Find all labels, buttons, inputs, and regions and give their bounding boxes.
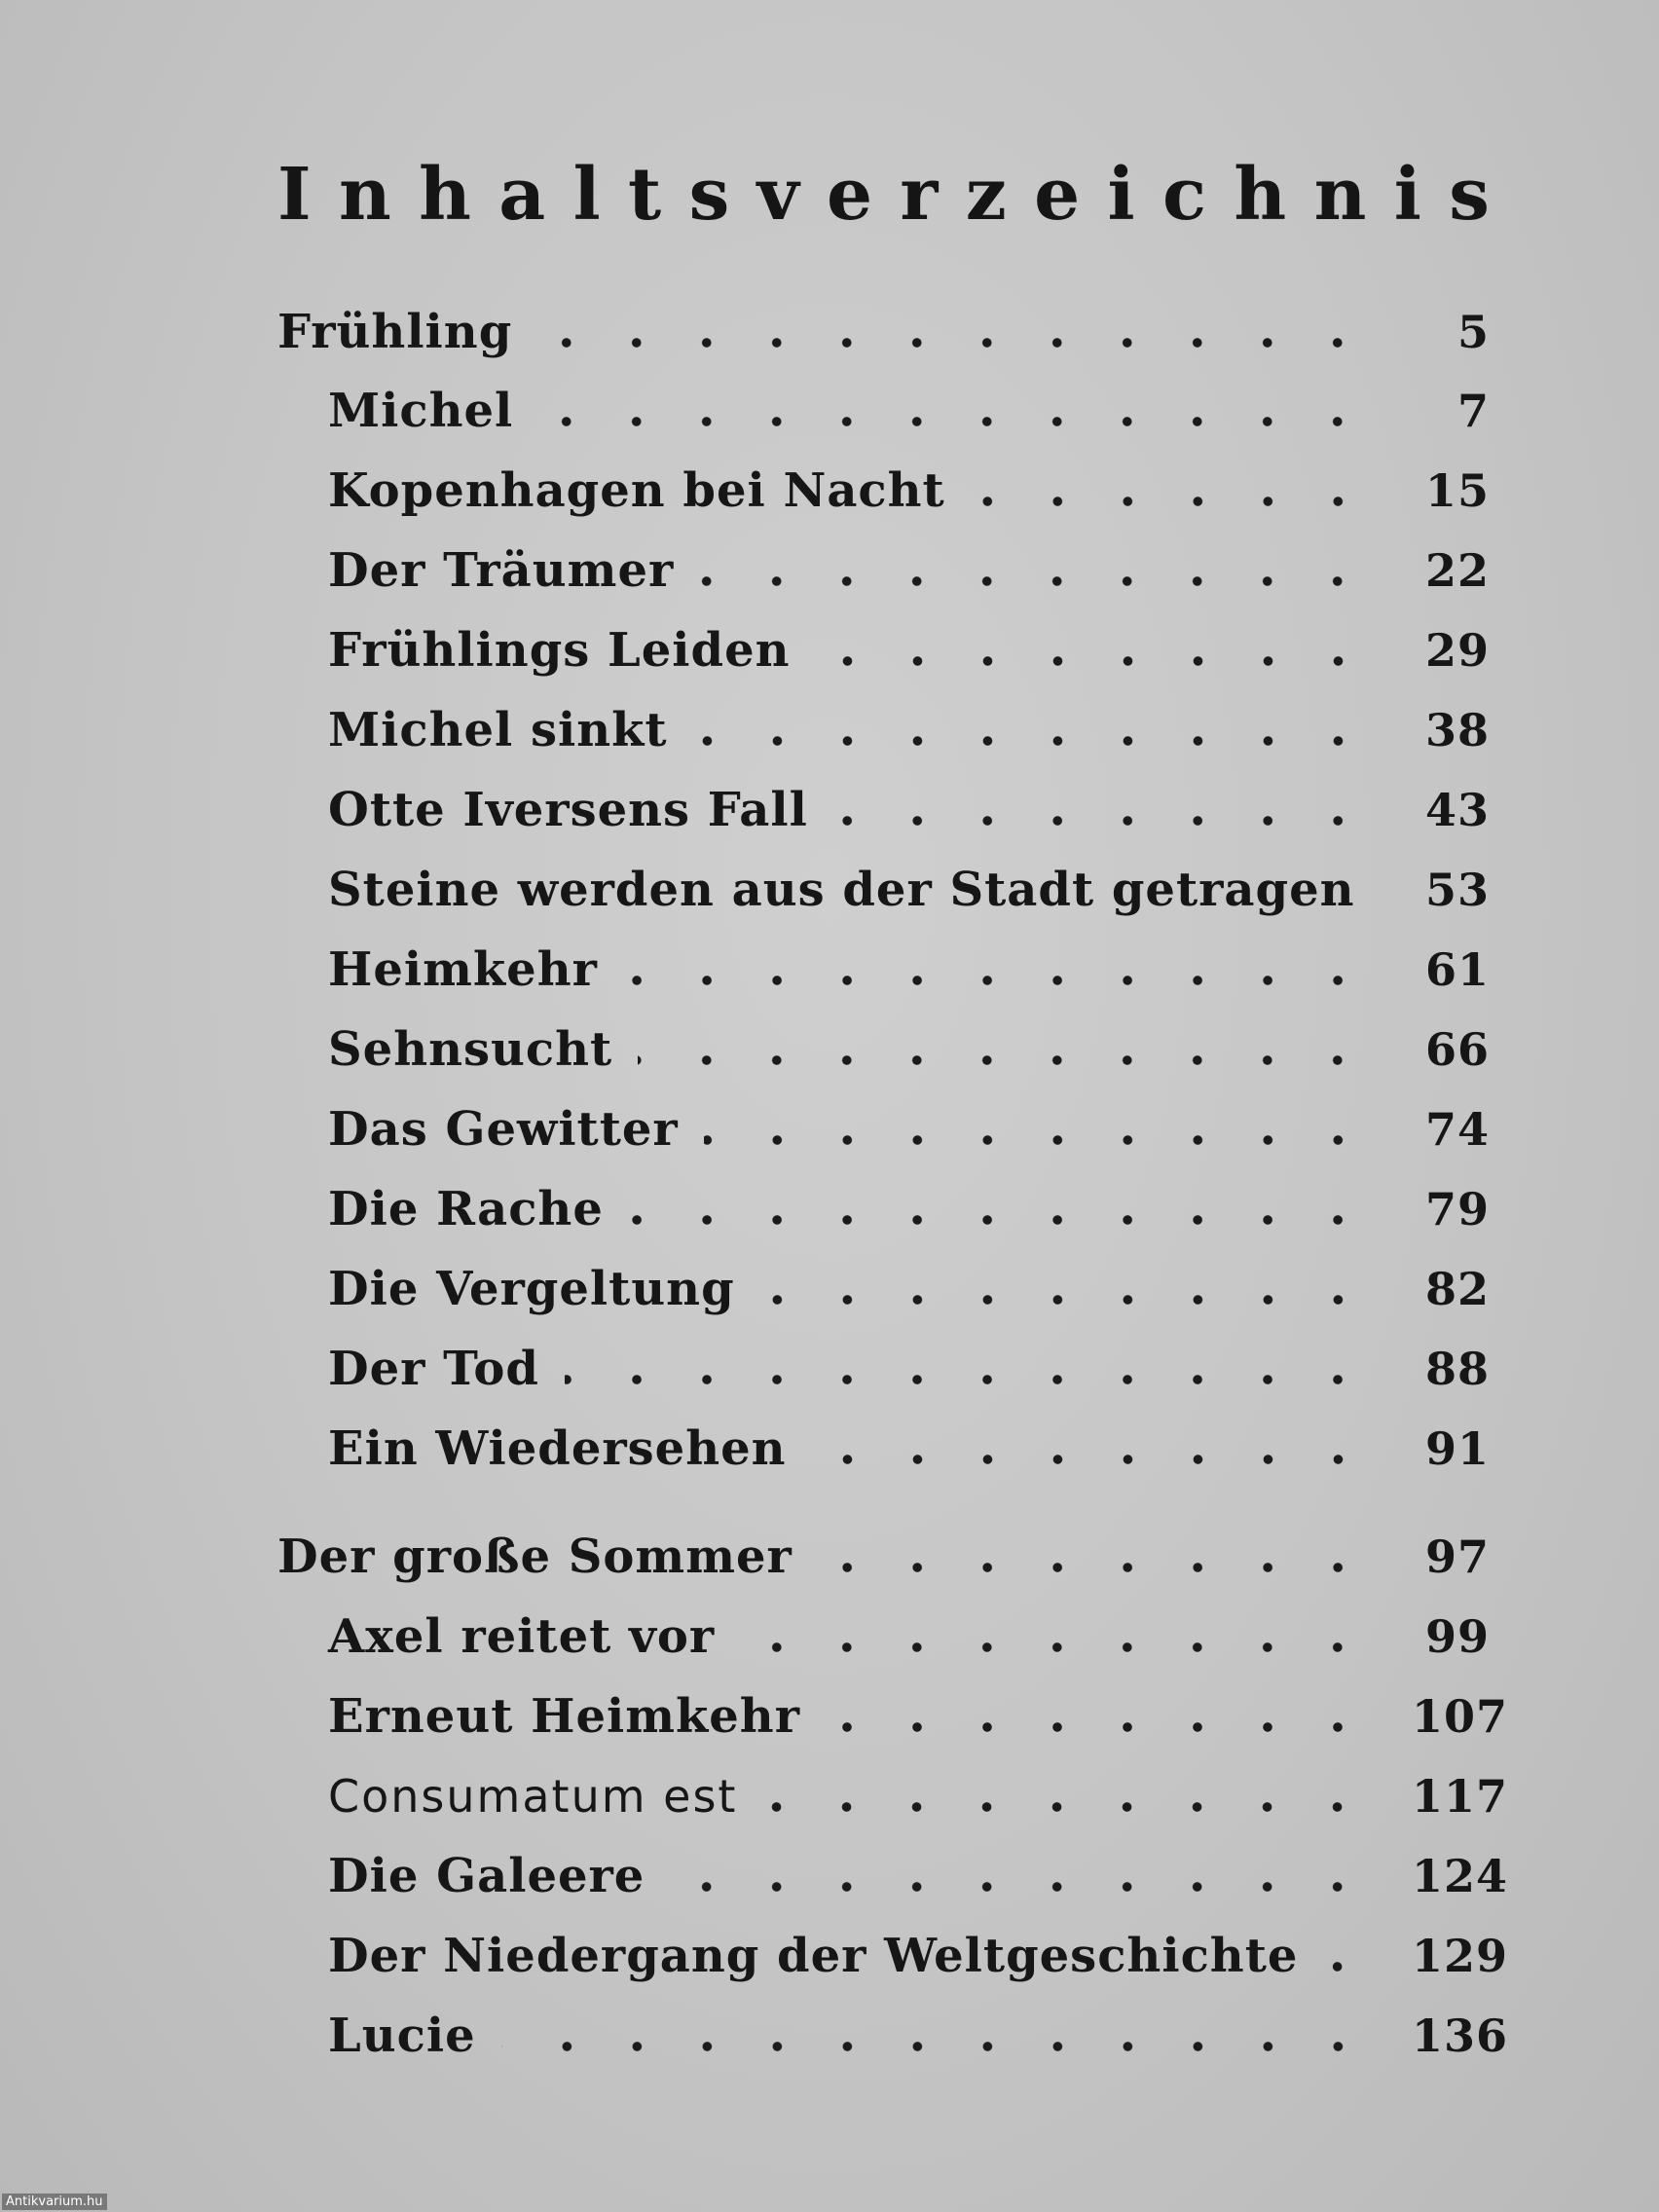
toc-entry: [277, 1916, 1509, 1996]
toc-entry-title: Consumatum est: [328, 1770, 738, 1823]
toc-entry-section: [277, 1517, 1490, 1597]
dot-leader: [812, 1455, 1373, 1464]
toc-entry-page: 15: [1424, 464, 1490, 517]
toc-entry: [277, 1089, 1490, 1169]
toc-entry-title: Axel reitet vor: [328, 1609, 716, 1664]
toc-entry-title: Die Galeere: [328, 1849, 645, 1903]
toc-entry-page: 74: [1424, 1103, 1490, 1156]
dot-leader: [537, 338, 1373, 348]
dot-leader: [833, 816, 1373, 826]
toc-entry-title: Michel: [328, 384, 514, 438]
toc-entry-title: Otte Iversens Fall: [328, 783, 808, 837]
dot-leader: [670, 1882, 1373, 1892]
toc-entry-title: Michel sinkt: [328, 703, 668, 757]
dot-leader: [501, 2042, 1373, 2051]
toc-entry-page: 22: [1424, 544, 1490, 597]
toc-entry-title: Sehnsucht: [328, 1022, 613, 1077]
toc-entry-page: 88: [1424, 1343, 1490, 1395]
title-letter: h: [419, 153, 471, 237]
dot-leader: [826, 1722, 1373, 1732]
title-letter: s: [1449, 153, 1490, 237]
toc-entry: [277, 1836, 1509, 1916]
toc-entry-title: Kopenhagen bei Nacht: [328, 463, 945, 518]
toc-entry-page: 5: [1456, 306, 1490, 358]
toc-entry: [277, 610, 1490, 690]
title-letter: s: [688, 153, 730, 237]
toc-entry: [277, 850, 1490, 930]
dot-leader: [623, 976, 1373, 985]
toc-entry: [277, 1249, 1490, 1329]
dot-leader: [699, 576, 1373, 586]
dot-leader: [704, 1135, 1373, 1145]
toc-entry-title: Frühling: [277, 305, 513, 359]
toc-entry-title: Heimkehr: [328, 942, 598, 997]
toc-entry-page: 53: [1424, 864, 1490, 916]
toc-entry-page: 124: [1412, 1850, 1509, 1902]
toc-entry-title: Die Rache: [328, 1182, 604, 1236]
toc-entry-page: 66: [1424, 1023, 1490, 1076]
dot-leader: [740, 1642, 1373, 1652]
dot-leader: [565, 1375, 1373, 1384]
toc-entry-page: 82: [1424, 1263, 1490, 1315]
title-letter: h: [1234, 153, 1287, 237]
toc-entry: [277, 531, 1490, 610]
title-letter: n: [338, 153, 391, 237]
toc-entry: [277, 1677, 1509, 1756]
toc-entry-title: Das Gewitter: [328, 1102, 679, 1157]
toc-entry-page: 129: [1412, 1930, 1509, 1982]
title-letter: e: [1034, 153, 1081, 237]
toc-entry-title: Frühlings Leiden: [328, 623, 791, 678]
dot-leader: [538, 417, 1373, 426]
title-letter: i: [1393, 153, 1421, 237]
toc-entry-page: 38: [1424, 704, 1490, 756]
title-letter: r: [900, 153, 939, 237]
title-letter: e: [826, 153, 873, 237]
dot-leader: [762, 1802, 1373, 1812]
toc-entry: [277, 371, 1490, 451]
watermark: Antikvarium.hu: [2, 2194, 107, 2210]
toc-entry: [277, 451, 1490, 531]
toc-entry-page: 79: [1424, 1183, 1490, 1235]
toc-entry-title: Der große Sommer: [277, 1530, 793, 1584]
title-letter: I: [277, 153, 312, 237]
toc-entry: [277, 1169, 1490, 1249]
toc-entry-page: 91: [1424, 1422, 1490, 1475]
dot-leader: [1323, 1962, 1373, 1972]
toc-entry-page: 136: [1412, 2009, 1509, 2062]
title-letter: v: [756, 153, 799, 237]
toc-entry-page: 97: [1424, 1530, 1490, 1583]
toc-entry: [277, 1010, 1490, 1089]
toc-entry: [277, 1756, 1509, 1836]
dot-leader: [760, 1295, 1373, 1305]
toc-entry-title: Erneut Heimkehr: [328, 1689, 800, 1744]
dot-leader: [816, 656, 1373, 666]
dot-leader: [629, 1215, 1373, 1225]
title-letter: a: [498, 153, 546, 237]
title-letter: l: [572, 153, 601, 237]
title-letter: z: [965, 153, 1007, 237]
toc-entry-title: Die Vergeltung: [328, 1262, 735, 1316]
toc-entry-page: 43: [1424, 784, 1490, 836]
toc-entry-page: 107: [1412, 1690, 1509, 1743]
title-letter: c: [1162, 153, 1207, 237]
page-title: [277, 146, 1490, 243]
toc-entry: [277, 1996, 1509, 2076]
title-letter: i: [1107, 153, 1135, 237]
dot-leader: [818, 1563, 1373, 1572]
toc-entry-page: 29: [1424, 624, 1490, 677]
toc-entry: [277, 770, 1490, 850]
dot-leader: [693, 736, 1373, 746]
toc-entry-section: [277, 292, 1490, 372]
toc-entry-page: 61: [1424, 943, 1490, 996]
toc-entry-title: Der Träumer: [328, 543, 675, 598]
title-letter: t: [628, 153, 662, 237]
toc-entry: [277, 1597, 1490, 1677]
toc-entry-title: Der Niedergang der Weltgeschichte: [328, 1929, 1299, 1983]
dot-leader: [971, 497, 1373, 506]
dot-leader: [638, 1055, 1373, 1065]
toc-entry-title: Der Tod: [328, 1342, 539, 1396]
toc-entry: [277, 1409, 1490, 1489]
toc-entry: [277, 1329, 1490, 1409]
toc-entry-page: 99: [1424, 1610, 1490, 1663]
toc-entry-title: Lucie: [328, 2009, 476, 2063]
toc-entry-page: 7: [1456, 385, 1490, 437]
toc-entry-page: 117: [1412, 1770, 1509, 1823]
toc-entry: [277, 690, 1490, 770]
toc-entry-title: Steine werden aus der Stadt getragen: [328, 863, 1355, 917]
toc-entry-title: Ein Wiedersehen: [328, 1421, 787, 1476]
title-letter: n: [1313, 153, 1367, 237]
toc-entry: [277, 930, 1490, 1010]
